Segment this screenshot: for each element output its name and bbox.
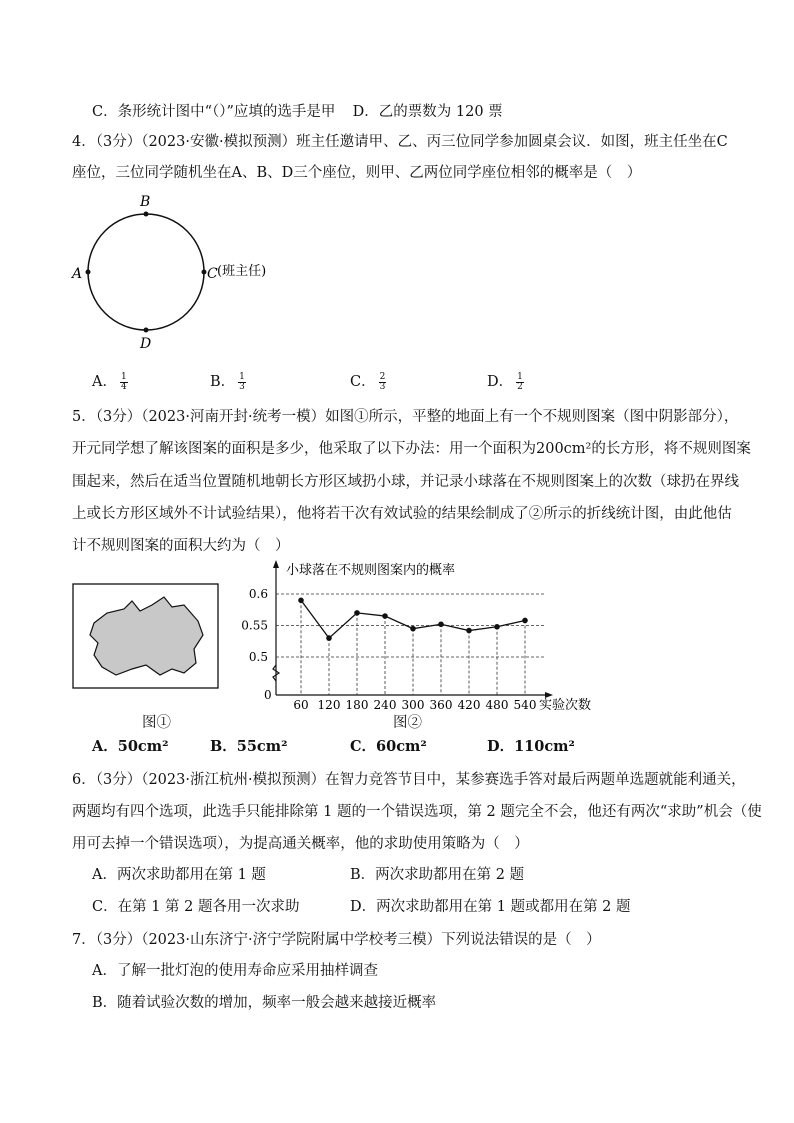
data-point: [326, 635, 332, 641]
x-tick-label: 540: [513, 698, 537, 712]
q5-option-d: D．110cm²: [487, 738, 575, 755]
q6-option-a: A．两次求助都用在第 1 题: [92, 867, 266, 883]
fraction: $\frac{1}{2}$: [517, 371, 523, 392]
q7-option-a: A．了解一批灯泡的使用寿命应采用抽样调查: [92, 963, 378, 979]
q4-option-d: D． $\frac{1}{2}$: [487, 371, 523, 392]
q5-stem-line-2: 开元同学想了解该图案的面积是多少，他采取了以下办法：用一个面积为200cm²的长方形，将不规则图案: [72, 441, 751, 457]
q7-stem-line-1: 7．（3分）（2023·山东济宁·济宁学院附属中学校考三模）下列说法错误的是（ ）: [72, 932, 601, 948]
q5-stem-line-5: 计不规则图案的面积大约为（ ）: [72, 538, 290, 554]
q5-option-a: A．50cm²: [92, 738, 169, 755]
x-tick-label: 360: [429, 698, 453, 712]
data-point: [354, 610, 360, 616]
q4-option-c: C． $\frac{2}{3}$: [350, 371, 386, 392]
seat-a-label: A: [72, 266, 83, 282]
x-tick-label: 420: [457, 698, 481, 712]
q7-option-b: B．随着试验次数的增加，频率一般会越来越接近概率: [92, 995, 437, 1011]
q4-stem-line-2: 座位，三位同学随机坐在A、B、D三个座位，则甲、乙两位同学座位相邻的概率是（ ）: [72, 165, 642, 181]
fraction: $\frac{1}{3}$: [239, 371, 245, 392]
q4-option-a: A． $\frac{1}{4}$: [92, 371, 127, 392]
data-point: [410, 626, 416, 632]
x-tick-label: 60: [293, 698, 309, 712]
data-point: [466, 628, 472, 634]
q5-option-b: B．55cm²: [210, 738, 288, 755]
series-line: [301, 600, 525, 638]
q6-option-d: D．两次求助都用在第 1 题或都用在第 2 题: [350, 899, 631, 915]
q5-stem-line-1: 5．（3分）（2023·河南开封·统考一模）如图①所示，平整的地面上有一个不规则图案（图中阴影部分），: [72, 409, 739, 425]
q6-stem-line-2: 两题均有四个选项，此选手只能排除第 1 题的一个错误选项，第 2 题完全不会，他还有两次“求助”机会（使: [72, 804, 762, 820]
seat-c-label: C: [207, 266, 218, 282]
q5-line-chart: [240, 558, 610, 713]
q5-figure-1: [72, 583, 222, 691]
q6-stem-line-3: 用可去掉一个错误选项），为提高通关概率，他的求助使用策略为（ ）: [72, 836, 529, 852]
fraction: $\frac{1}{4}$: [120, 371, 127, 392]
seat-b-dot: [144, 212, 149, 217]
q3-options-line: [92, 102, 503, 122]
seat-d-label: D: [140, 336, 152, 352]
x-axis-label: 实验次数: [539, 698, 592, 713]
q5-stem-line-4: 上或长方形区域外不计试验结果），他将若干次有效试验的结果绘制成了②所示的折线统计图，由此他估: [72, 506, 732, 522]
seat-d-dot: [144, 328, 149, 333]
q4-circle-figure: [60, 190, 300, 355]
y-tick-label: 0.55: [241, 618, 268, 633]
seat-b-label: B: [140, 194, 151, 210]
q6-stem-line-1: 6．（3分）（2023·浙江杭州·模拟预测）在智力竞答节目中，某参赛选手答对最后两题单选题就能利通关，: [72, 772, 746, 788]
y-tick-label: 0.6: [248, 587, 268, 601]
y-tick-label: 0.5: [248, 650, 268, 664]
q3-option-c: C．条形统计图中“（）”应填的选手是甲: [92, 104, 336, 120]
seat-a-dot: [86, 270, 91, 275]
y-axis-arrow: [273, 560, 279, 568]
data-point: [522, 618, 528, 624]
data-point: [494, 624, 500, 630]
x-tick-label: 120: [317, 698, 341, 712]
fraction: $\frac{2}{3}$: [379, 371, 386, 392]
teacher-label: (班主任): [217, 264, 267, 279]
q5-stem-line-3: 围起来，然后在适当位置随机地朝长方形区域扔小球，并记录小球落在不规则图案上的次数（球扔在界线: [72, 474, 739, 490]
x-tick-label: 300: [401, 698, 425, 712]
fig2-caption: 图②: [393, 715, 422, 731]
origin-label: 0: [264, 688, 272, 702]
round-table-circle: [88, 214, 204, 330]
q6-option-b: B．两次求助都用在第 2 题: [350, 867, 525, 883]
data-point: [438, 621, 444, 627]
x-tick-label: 480: [485, 698, 509, 712]
q6-option-c: C．在第 1 第 2 题各用一次求助: [92, 899, 300, 915]
q5-option-c: C．60cm²: [350, 738, 427, 755]
fig1-caption: 图①: [142, 715, 171, 731]
x-tick-label: 240: [373, 698, 397, 712]
chart-title: 小球落在不规则图案内的概率: [286, 563, 456, 578]
x-tick-label: 180: [345, 698, 369, 712]
q4-stem-line-1: 4．（3分）（2023·安徽·模拟预测）班主任邀请甲、乙、丙三位同学参加圆桌会议．如图，班主任坐在C: [72, 134, 728, 150]
irregular-shaded-shape: [90, 597, 203, 675]
q3-option-d: D．乙的票数为 120 票: [352, 104, 503, 120]
seat-c-dot: [202, 270, 207, 275]
q4-option-b: B． $\frac{1}{3}$: [210, 371, 245, 392]
data-point: [382, 613, 388, 619]
data-point: [298, 598, 304, 604]
